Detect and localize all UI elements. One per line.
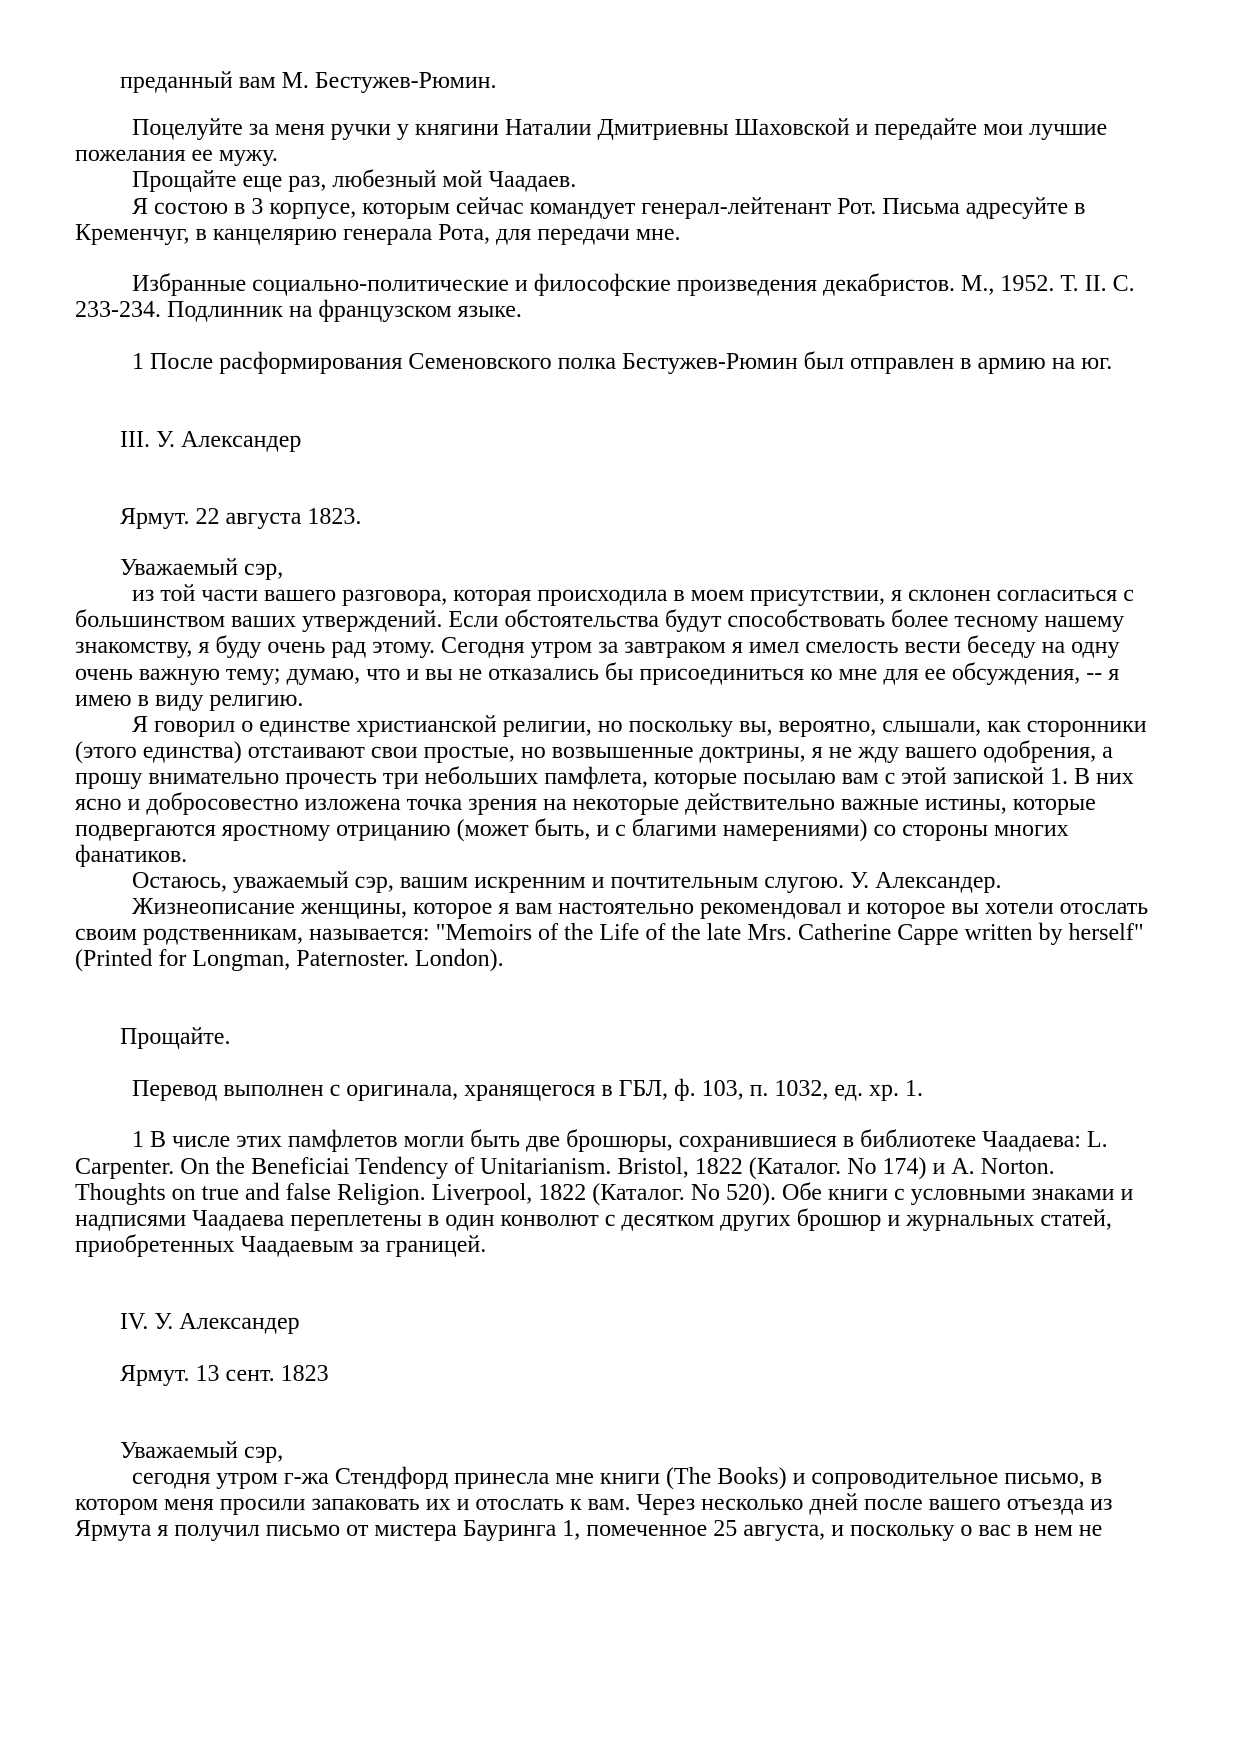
letter-date: Ярмут. 13 сент. 1823 <box>120 1361 329 1387</box>
source-citation: Избранные социально-политические и философские произведения декабристов. М., 1952. Т. II. С. <box>132 271 1135 297</box>
text-line: прошу внимательно прочесть три небольших памфлета, которые посылаю вам с этой запиской 1. В них <box>75 764 1134 790</box>
text-line: котором меня просили запаковать их и отослать к вам. Через несколько дней после вашего отъезда из <box>75 1490 1113 1516</box>
text-line: своим родственникам, называется: "Memoirs of the Life of the late Mrs. Catherine Cappe written by herself" <box>75 920 1144 946</box>
footnote: надписями Чаадаева переплетены в один конволют с десятком других брошюр и журнальных статей, <box>75 1206 1112 1232</box>
text-line: очень важную тему; думаю, что и вы не отказались бы присоединиться ко мне для ее обсуждения, -- я <box>75 660 1120 686</box>
source-citation: 233-234. Подлинник на французском языке. <box>75 297 522 323</box>
text-line: фанатиков. <box>75 842 188 868</box>
text-line: Прощайте еще раз, любезный мой Чаадаев. <box>132 167 577 193</box>
text-line: Я говорил о единстве христианской религии, но поскольку вы, вероятно, слышали, как сторонники <box>132 712 1147 738</box>
text-line: (этого единства) отстаивают свои простые, но возвышенные доктрины, я не жду вашего одобрения, а <box>75 738 1113 764</box>
section-heading: III. У. Александер <box>120 427 302 453</box>
text-line: Кременчуг, в канцелярию генерала Рота, для передачи мне. <box>75 220 681 246</box>
text-line: большинством ваших утверждений. Если обстоятельства будут способствовать более тесному нашему <box>75 607 1125 633</box>
letter-date: Ярмут. 22 августа 1823. <box>120 504 362 530</box>
text-line: Ярмута я получил письмо от мистера Бауринга 1, помеченное 25 августа, и поскольку о вас в нем не <box>75 1516 1103 1542</box>
text-line: пожелания ее мужу. <box>75 141 278 167</box>
letter-closing: Прощайте. <box>120 1024 231 1050</box>
letter-salutation: Уважаемый сэр, <box>120 1438 284 1464</box>
text-line: (Printed for Longman, Paternoster. London). <box>75 946 504 972</box>
section-heading: IV. У. Александер <box>120 1309 300 1335</box>
text-line: Остаюсь, уважаемый сэр, вашим искренним и почтительным слугою. У. Александер. <box>132 868 1002 894</box>
text-line: из той части вашего разговора, которая происходила в моем присутствии, я склонен согласиться с <box>132 581 1134 607</box>
text-line: Я состою в 3 корпусе, которым сейчас командует генерал-лейтенант Рот. Письма адресуйте в <box>132 194 1086 220</box>
source-citation: Перевод выполнен с оригинала, хранящегося в ГБЛ, ф. 103, п. 1032, ед. хр. 1. <box>132 1076 923 1102</box>
footnote: Carpenter. On the Beneficiai Tendency of Unitarianism. Bristol, 1822 (Каталог. No 174) и A. Norton. <box>75 1154 1055 1180</box>
text-line: знакомству, я буду очень рад этому. Сегодня утром за завтраком я имел смелость вести беседу на одну <box>75 633 1120 659</box>
text-line: ясно и добросовестно изложена точка зрения на некоторые действительно важные истины, которые <box>75 790 1096 816</box>
closing-signature: преданный вам М. Бестужев-Рюмин. <box>120 68 497 94</box>
text-line: Жизнеописание женщины, которое я вам настоятельно рекомендовал и которое вы хотели отослать <box>132 894 1149 920</box>
footnote: Thoughts on true and false Religion. Liverpool, 1822 (Каталог. No 520). Обе книги с условными знаками и <box>75 1180 1134 1206</box>
text-line: подвергаются яростному отрицанию (может быть, и с благими намерениями) со стороны многих <box>75 816 1069 842</box>
footnote: 1 После расформирования Семеновского полка Бестужев-Рюмин был отправлен в армию на юг. <box>132 349 1113 375</box>
footnote: 1 В числе этих памфлетов могли быть две брошюры, сохранившиеся в библиотеке Чаадаева: L. <box>132 1127 1108 1153</box>
footnote: приобретенных Чаадаевым за границей. <box>75 1232 487 1258</box>
text-line: имею в виду религию. <box>75 686 304 712</box>
letter-salutation: Уважаемый сэр, <box>120 555 284 581</box>
text-line: Поцелуйте за меня ручки у княгини Наталии Дмитриевны Шаховской и передайте мои лучшие <box>132 115 1108 141</box>
text-line: сегодня утром г-жа Стендфорд принесла мне книги (The Books) и сопроводительное письмо, в <box>132 1464 1103 1490</box>
